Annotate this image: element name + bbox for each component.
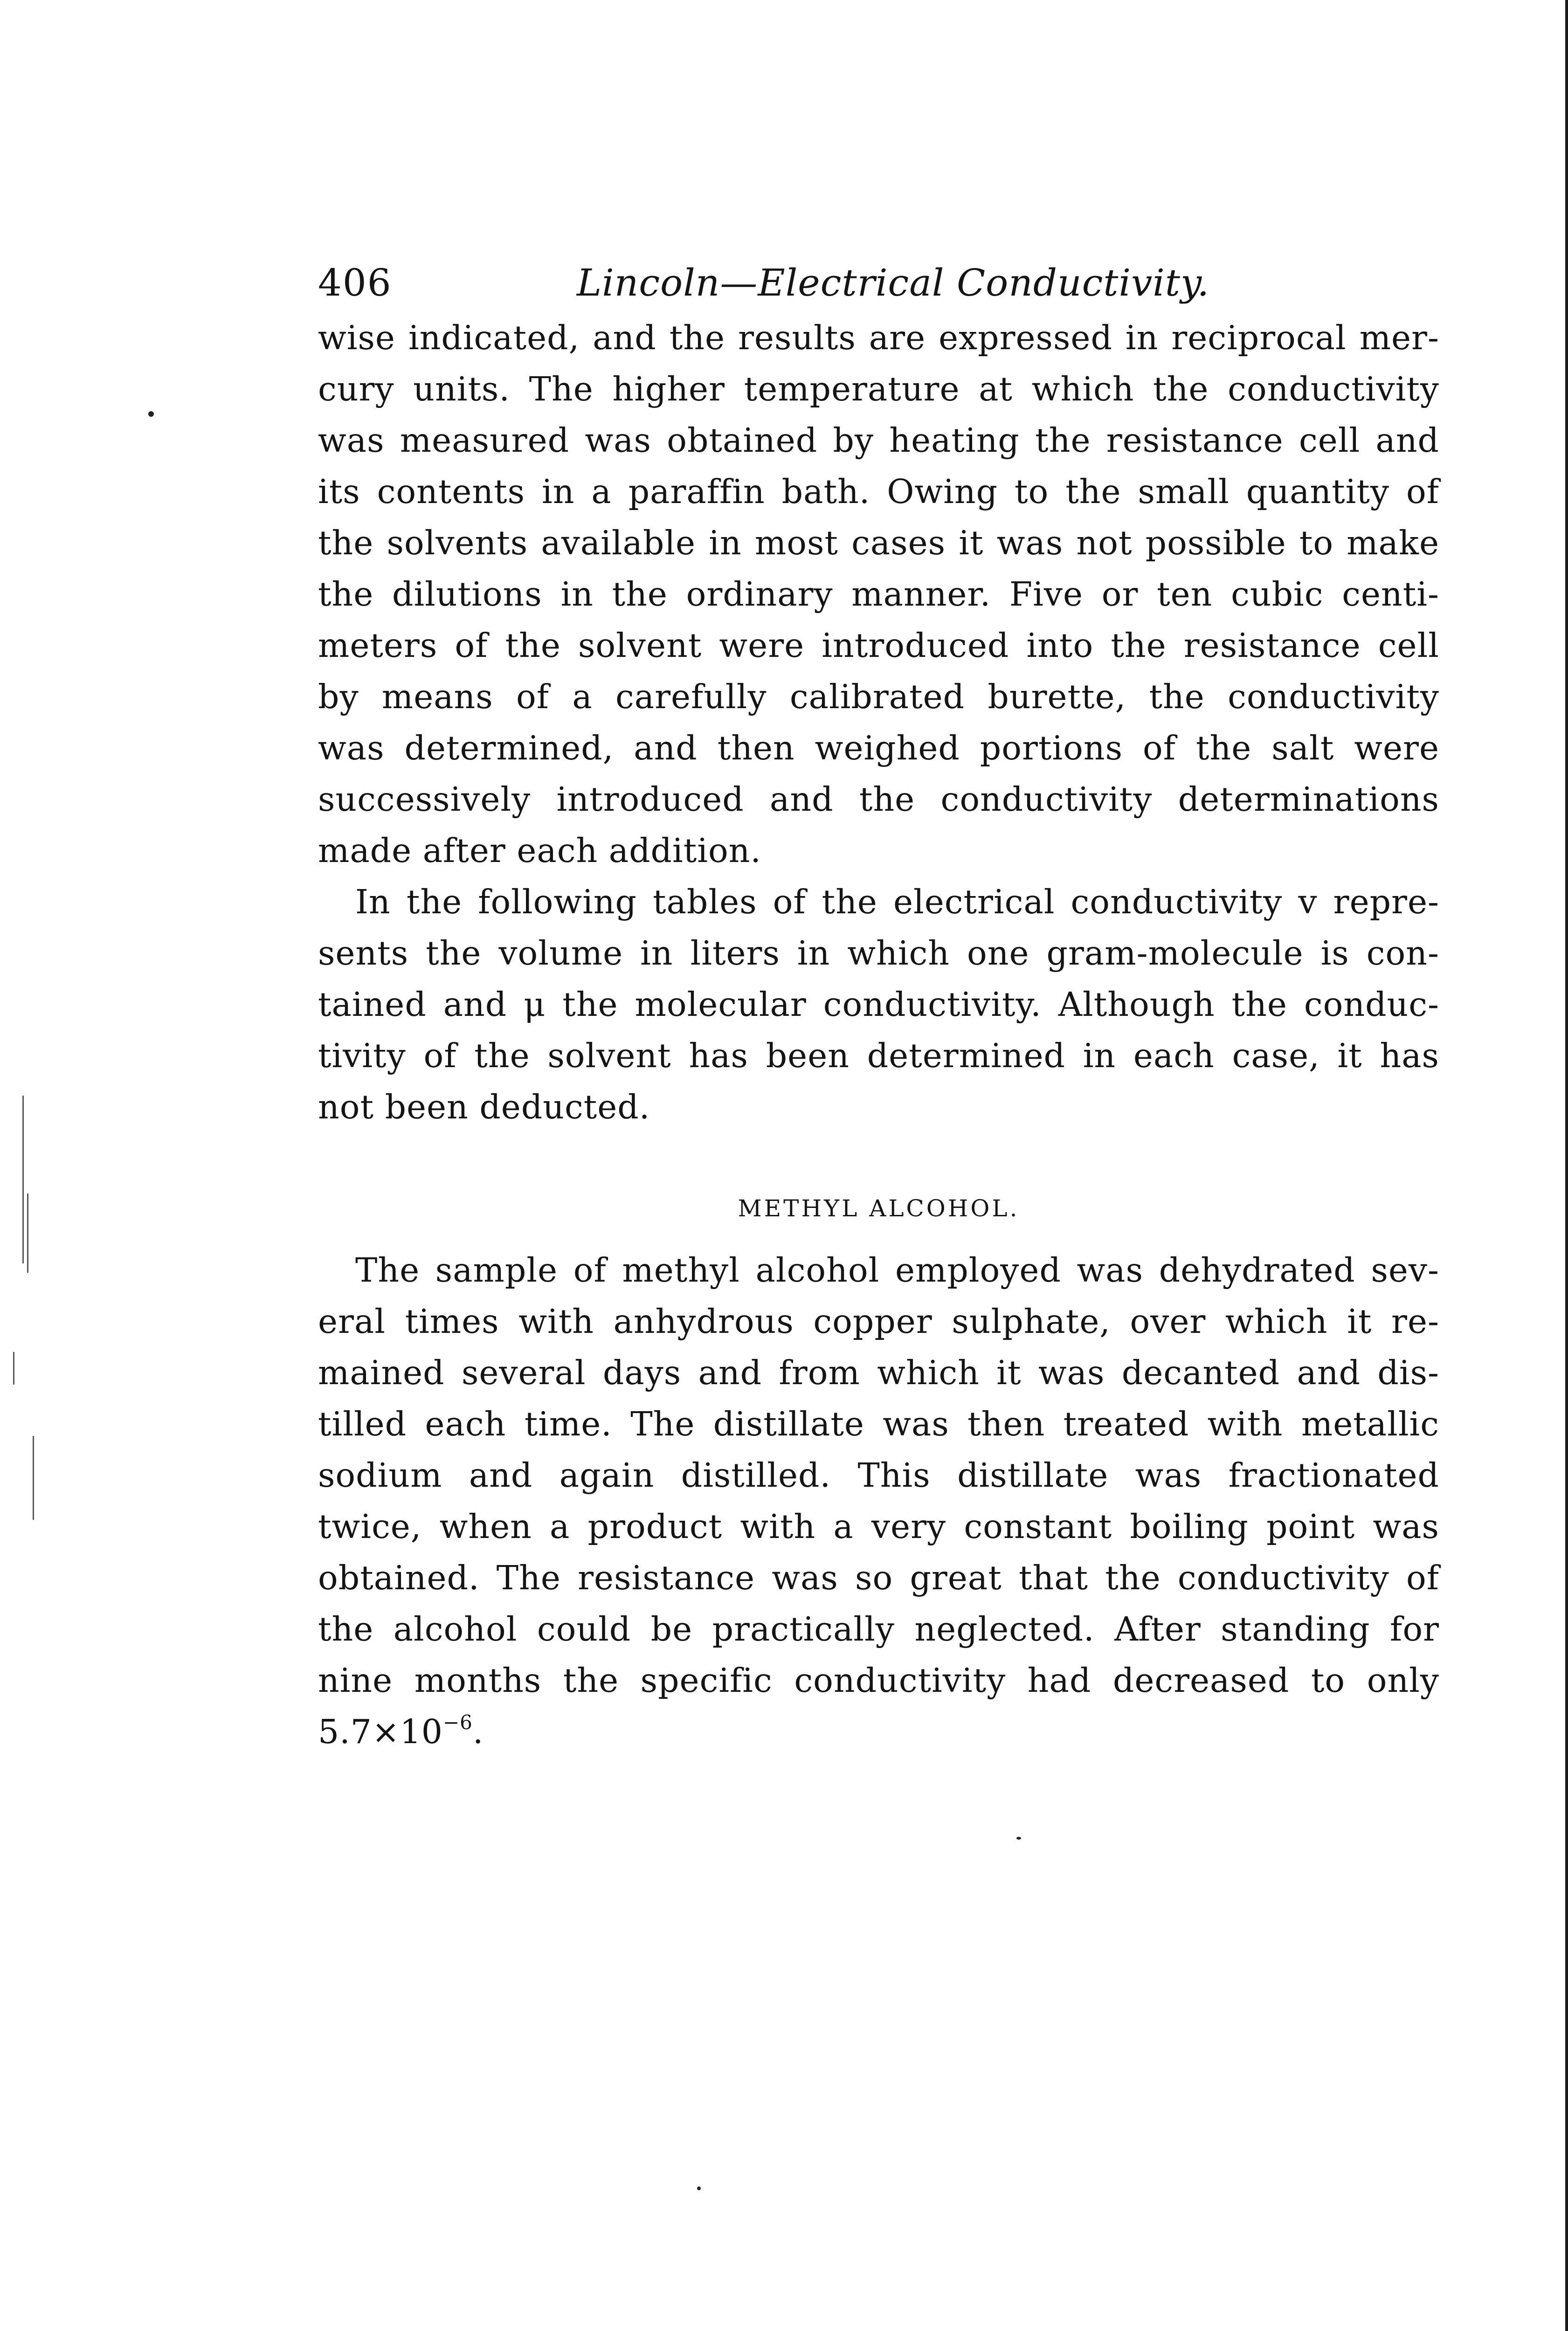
formula-exponent: −6: [442, 1711, 473, 1734]
text-line: mained several days and from which it was decanted and dis-: [318, 1353, 1439, 1392]
text-line: cury units. The higher temperature at which the conductivity: [318, 370, 1439, 408]
page-content: [318, 261, 1439, 1758]
text-line: The sample of methyl alcohol employed was dehydrated sev-: [355, 1251, 1439, 1290]
scan-speck: [697, 2186, 701, 2190]
text-line: tained and μ the molecular conductivity. Although the conduc-: [318, 985, 1439, 1024]
text-line: sodium and again distilled. This distillate was fractionated: [318, 1456, 1439, 1495]
text-line: by means of a carefully calibrated burette, the conductivity: [318, 677, 1439, 716]
text-line: eral times with anhydrous copper sulphate, over which it re-: [318, 1302, 1439, 1341]
text-line: sents the volume in liters in which one gram-molecule is con-: [318, 934, 1439, 972]
text-line: successively introduced and the conductivity determinations: [318, 780, 1439, 819]
margin-mark: [13, 1352, 14, 1385]
text-line: was determined, and then weighed portions of the salt were: [318, 729, 1439, 767]
margin-mark: [27, 1193, 28, 1273]
text-line: not been deducted.: [318, 1088, 650, 1126]
text-line: was measured was obtained by heating the resistance cell and: [318, 421, 1439, 460]
times-sign: ×: [372, 1713, 400, 1751]
text-line: the solvents available in most cases it was not possible to make: [318, 524, 1439, 562]
text-line: In the following tables of the electrical conductivity v repre-: [355, 883, 1439, 921]
text-line: obtained. The resistance was so great that the conductivity of: [318, 1559, 1439, 1597]
scan-speck: [1016, 1837, 1021, 1840]
text-line: wise indicated, and the results are expressed in reciprocal mer-: [318, 318, 1439, 357]
paragraph-2: [318, 876, 1439, 1133]
text-line: made after each addition.: [318, 831, 761, 870]
page-number: 406: [318, 261, 392, 304]
text-line: meters of the solvent were introduced into the resistance cell: [318, 626, 1439, 665]
section-heading: METHYL ALCOHOL.: [738, 1195, 1020, 1222]
paragraph-1: [318, 312, 1439, 876]
text-line: the alcohol could be practically neglected. After standing for: [318, 1610, 1439, 1648]
running-head: [318, 261, 1439, 312]
text-line: tilled each time. The distillate was then treated with metallic: [318, 1405, 1439, 1443]
text-line: nine months the specific conductivity had decreased to only: [318, 1661, 1439, 1700]
formula-mantissa: 5.7: [318, 1712, 372, 1751]
margin-mark: [22, 1096, 24, 1263]
scan-speck: [148, 411, 154, 417]
paragraph-3: [318, 1245, 1439, 1758]
text-line: twice, when a product with a very constant boiling point was: [318, 1507, 1439, 1546]
margin-mark: [33, 1436, 34, 1520]
formula-end: .: [472, 1712, 484, 1751]
formula-line: [318, 1706, 1439, 1758]
formula-base: 10: [400, 1712, 443, 1751]
text-line: the dilutions in the ordinary manner. Five or ten cubic centi-: [318, 575, 1439, 614]
text-line: tivity of the solvent has been determined in each case, it has: [318, 1036, 1439, 1075]
text-line: its contents in a paraffin bath. Owing to the small quantity of: [318, 472, 1439, 511]
running-title: Lincoln—Electrical Conductivity.: [577, 261, 1210, 304]
